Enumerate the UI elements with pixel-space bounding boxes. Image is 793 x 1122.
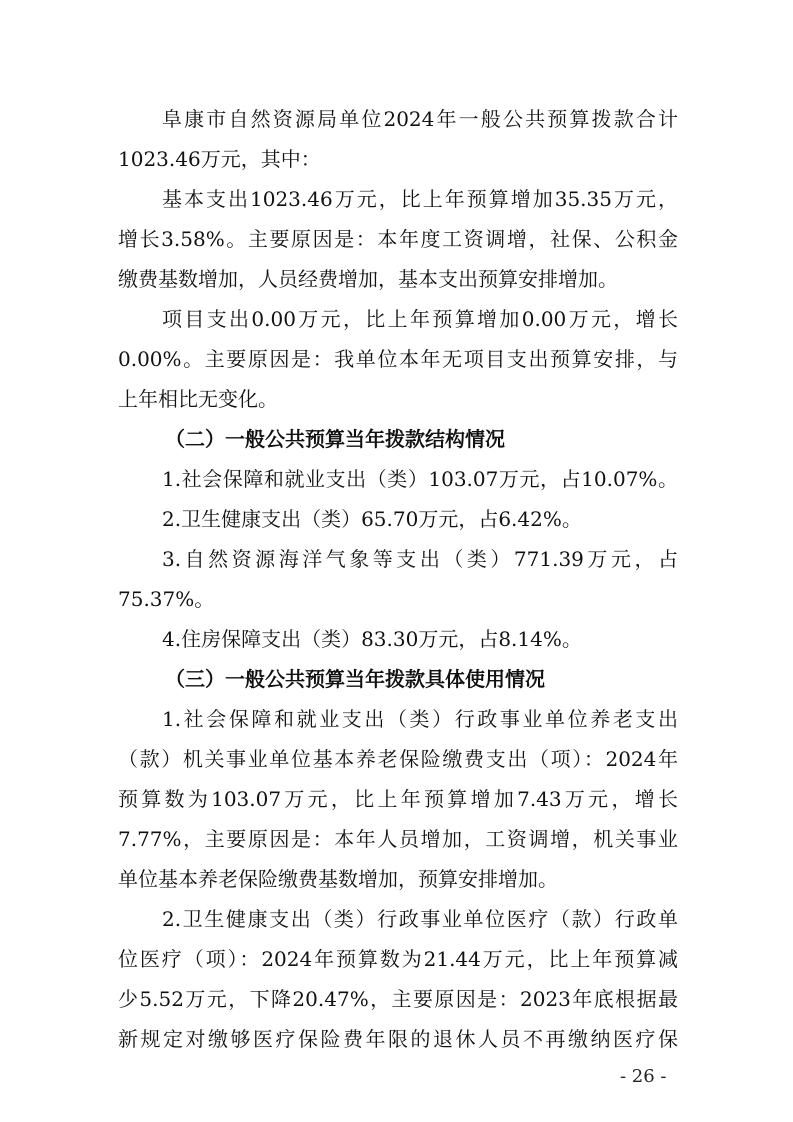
body-text-line: 1.社会保障和就业支出（类）103.07万元，占10.07%。 <box>162 467 678 491</box>
body-text-line: 单位基本养老保险缴费基数增加，预算安排增加。 <box>118 867 558 891</box>
body-text-line: 1023.46万元，其中： <box>118 147 321 171</box>
body-text-line: 2.卫生健康支出（类）65.70万元，占6.42%。 <box>162 507 582 531</box>
body-text-line: 上年相比无变化。 <box>118 387 278 411</box>
body-text-line: 少5.52万元，下降20.47%，主要原因是：2023年底根据最 <box>118 987 678 1011</box>
body-text-line: 预算数为103.07万元，比上年预算增加7.43万元，增长 <box>118 787 678 811</box>
body-text-line: （款）机关事业单位基本养老保险缴费支出（项）：2024年 <box>118 747 678 771</box>
body-text-line: 新规定对缴够医疗保险费年限的退休人员不再缴纳医疗保 <box>118 1027 678 1051</box>
body-text-line: 增长3.58%。主要原因是：本年度工资调增，社保、公积金 <box>118 227 678 251</box>
body-text-line: 75.37%。 <box>118 587 215 611</box>
body-text-line: 基本支出1023.46万元，比上年预算增加35.35万元， <box>162 187 678 211</box>
body-text-line: 0.00%。主要原因是：我单位本年无项目支出预算安排，与 <box>118 347 678 371</box>
body-text-line: 项目支出0.00万元，比上年预算增加0.00万元，增长 <box>162 307 678 331</box>
body-text-line: 4.住房保障支出（类）83.30万元，占8.14%。 <box>162 627 582 651</box>
body-text-line: 阜康市自然资源局单位2024年一般公共预算拨款合计 <box>162 107 678 131</box>
body-text-line: 位医疗（项）：2024年预算数为21.44万元，比上年预算减 <box>118 947 678 971</box>
section-heading: （二）一般公共预算当年拨款结构情况 <box>165 427 505 451</box>
page-number: - 26 - <box>620 1066 667 1087</box>
section-heading: （三）一般公共预算当年拨款具体使用情况 <box>165 667 545 691</box>
body-text-line: 缴费基数增加，人员经费增加，基本支出预算安排增加。 <box>118 267 618 291</box>
body-text-line: 2.卫生健康支出（类）行政事业单位医疗（款）行政单 <box>162 907 678 931</box>
body-text-line: 1.社会保障和就业支出（类）行政事业单位养老支出 <box>162 707 678 731</box>
body-text-line: 7.77%，主要原因是：本年人员增加，工资调增，机关事业 <box>118 827 678 851</box>
body-text-line: 3.自然资源海洋气象等支出（类）771.39万元，占 <box>162 547 678 571</box>
